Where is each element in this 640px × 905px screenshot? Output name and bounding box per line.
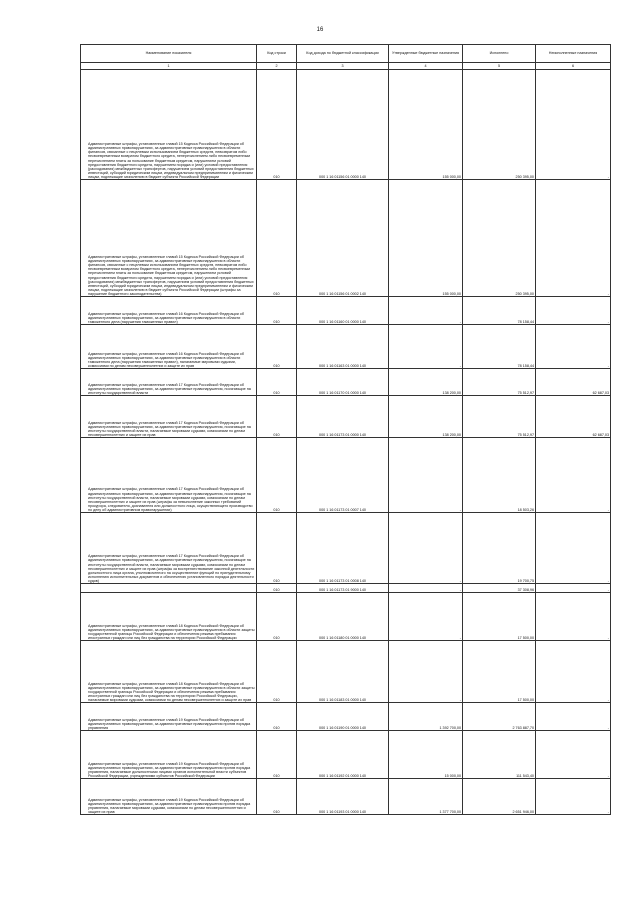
row-line-code: 010 bbox=[257, 396, 297, 438]
row-budget-code: 000 1 16 01173 01 0007 140 bbox=[297, 438, 389, 513]
row-name: Административные штрафы, установленные главой 16 Кодекса Российской Федерации об административных правонарушениях, за административные правонарушения в области таможенного дела (нарушения таможенных правил), налагаемые мировыми судьями, комиссиями по делам несовершеннолетних и защите их прав bbox=[88, 351, 244, 368]
table-row bbox=[81, 779, 611, 815]
row-executed: 250 395,00 bbox=[463, 180, 536, 297]
header-indicator-name: Наименование показателя bbox=[81, 45, 257, 63]
header-budget-code: Код дохода по бюджетной классификации bbox=[297, 45, 389, 63]
row-executed: 17 500,00 bbox=[463, 593, 536, 641]
header-executed: Исполнено bbox=[463, 45, 536, 63]
row-budget-code: 000 1 16 01156 01 0000 140 bbox=[297, 70, 389, 180]
row-remaining: - bbox=[536, 593, 611, 641]
row-line-code: 010 bbox=[257, 779, 297, 815]
row-line-code: 010 bbox=[257, 325, 297, 369]
row-line-code: 010 bbox=[257, 593, 297, 641]
table-row bbox=[81, 703, 611, 731]
row-budget-code: 000 1 16 01180 01 0000 140 bbox=[297, 593, 389, 641]
row-budget-code: 000 1 16 01160 01 0000 140 bbox=[297, 297, 389, 325]
row-executed: 17 500,00 bbox=[463, 641, 536, 703]
row-line-code: 010 bbox=[257, 703, 297, 731]
row-budget-code: 000 1 16 01183 01 0000 140 bbox=[297, 641, 389, 703]
row-approved: 138 200,00 bbox=[389, 396, 463, 438]
row-remaining: - bbox=[536, 438, 611, 513]
row-line-code: 010 bbox=[257, 731, 297, 779]
row-remaining: - bbox=[536, 70, 611, 180]
row-remaining: - bbox=[536, 779, 611, 815]
row-remaining: - bbox=[536, 584, 611, 593]
row-approved: - bbox=[389, 584, 463, 593]
row-executed: 111 543,40 bbox=[463, 731, 536, 779]
row-remaining: - bbox=[536, 703, 611, 731]
table-row bbox=[81, 297, 611, 325]
row-line-code: 010 bbox=[257, 641, 297, 703]
row-executed: 19 700,75 bbox=[463, 513, 536, 584]
row-executed: 37 308,96 bbox=[463, 584, 536, 593]
table-row bbox=[81, 513, 611, 584]
row-name: Административные штрафы, установленные главой 18 Кодекса Российской Федерации об административных правонарушениях, за административные правонарушения в области защиты государственной границы Российской Федерации и обеспечения режима пребывания иностранных граждан или лиц без гражданства на территории Российской Федерации, налагаемые мировыми судьями, комиссиями по делам несовершеннолетних и защите их прав bbox=[88, 681, 255, 702]
row-executed: 2 763 887,70 bbox=[463, 703, 536, 731]
income-report-table bbox=[80, 44, 611, 815]
row-name: Административные штрафы, установленные главой 17 Кодекса Российской Федерации об административных правонарушениях, за административные правонарушения, посягающие на институты государственной власти, налагаемые мировыми судьями, комиссиями по делам несовершеннолетних и защите их прав (штрафы за воспрепятствование законной деятельности должностного лица органа, уполномоченного на осуществление функций по принудительному исполнению исполнительных документов и обеспечению установленного порядка деятельности судов) bbox=[88, 554, 255, 583]
header-approved: Утвержденные бюджетные назначения bbox=[389, 45, 463, 63]
row-name: Административные штрафы, установленные главой 16 Кодекса Российской Федерации об административных правонарушениях, за административные правонарушения в области таможенного дела (нарушения таможенных правил) bbox=[88, 311, 244, 324]
table-row bbox=[81, 396, 611, 438]
row-approved: - bbox=[389, 593, 463, 641]
column-index: 1 bbox=[81, 63, 257, 70]
row-remaining: - bbox=[536, 641, 611, 703]
row-remaining: - bbox=[536, 731, 611, 779]
row-executed: 75 512,97 bbox=[463, 396, 536, 438]
row-name: Административные штрафы, установленные главой 18 Кодекса Российской Федерации об административных правонарушениях, за административные правонарушения в области защиты государственной границы Российской Федерации и обеспечения режима пребывания иностранных граждан или лиц без гражданства на территории Российской Федерации bbox=[88, 623, 255, 640]
table-row bbox=[81, 325, 611, 369]
row-line-code: 010 bbox=[257, 513, 297, 584]
row-budget-code: 000 1 16 01173 01 0008 140 bbox=[297, 513, 389, 584]
column-index: 4 bbox=[389, 63, 463, 70]
row-line-code: 010 bbox=[257, 70, 297, 180]
row-approved: - bbox=[389, 297, 463, 325]
header-row bbox=[81, 45, 611, 63]
table-row bbox=[81, 641, 611, 703]
table-row bbox=[81, 369, 611, 396]
row-remaining: - bbox=[536, 325, 611, 369]
row-budget-code: 000 1 16 01173 01 9000 140 bbox=[297, 584, 389, 593]
row-executed: 78 158,44 bbox=[463, 325, 536, 369]
row-budget-code: 000 1 16 01192 01 0000 140 bbox=[297, 731, 389, 779]
row-executed: 250 395,00 bbox=[463, 70, 536, 180]
row-approved: - bbox=[389, 325, 463, 369]
row-name: Административные штрафы, установленные главой 15 Кодекса Российской Федерации об административных правонарушениях, за административные правонарушения в области финансов, связанные с нецелевым использованием бюджетных средств, невозвратом либо несвоевременным возвратом бюджетного кредита, неперечислением либо несвоевременным перечислением платы за пользование бюджетным кредитом, нарушением условий предоставления бюджетного кредита, нарушением порядка и (или) условий предоставления (расходования) межбюджетных трансфертов, нарушением условий предоставления бюджетных инвестиций, субсидий юридическим лицам, индивидуальным предпринимателям и физическим лицам, подлежащие зачислению в бюджет субъекта Российской Федерации bbox=[88, 142, 254, 179]
row-approved: - bbox=[389, 513, 463, 584]
row-approved: 155 000,00 bbox=[389, 70, 463, 180]
row-executed: 2 651 946,00 bbox=[463, 779, 536, 815]
row-line-code: 010 bbox=[257, 180, 297, 297]
row-name: Административные штрафы, установленные главой 19 Кодекса Российской Федерации об административных правонарушениях, за административные правонарушения против порядка управления, налагаемые мировыми судьями, комиссиями по делам несовершеннолетних и защите их прав bbox=[88, 797, 251, 814]
row-executed: 18 503,26 bbox=[463, 438, 536, 513]
column-index: 3 bbox=[297, 63, 389, 70]
row-name: Административные штрафы, установленные главой 15 Кодекса Российской Федерации об административных правонарушениях, за административные правонарушения в области финансов, связанные с нецелевым использованием бюджетных средств, невозвратом либо несвоевременным возвратом бюджетного кредита, неперечислением либо несвоевременным перечислением платы за пользование бюджетным кредитом, нарушением условий предоставления бюджетного кредита, нарушением порядка и (или) условий предоставления (расходования) межбюджетных трансфертов, нарушением условий предоставления бюджетных инвестиций, субсидий юридическим лицам, индивидуальным предпринимателям и физическим лицам, подлежащие зачислению в бюджет субъекта Российской Федерации (штрафы за нарушение бюджетного законодательства) bbox=[88, 255, 254, 296]
row-line-code: 010 bbox=[257, 438, 297, 513]
row-approved: 155 000,00 bbox=[389, 180, 463, 297]
table-row bbox=[81, 180, 611, 297]
column-index: 5 bbox=[463, 63, 536, 70]
row-remaining: - bbox=[536, 180, 611, 297]
header-line-code: Код строки bbox=[257, 45, 297, 63]
row-budget-code: 000 1 16 01156 01 0002 140 bbox=[297, 180, 389, 297]
row-budget-code: 000 1 16 01173 01 0000 140 bbox=[297, 396, 389, 438]
row-name: Административные штрафы, установленные главой 19 Кодекса Российской Федерации об административных правонарушениях, за административные правонарушения против порядка управления, налагаемые должностными лицами органов исполнительной власти субъектов Российской Федерации, учреждениями субъектов Российской Федерации bbox=[88, 761, 251, 778]
table-row bbox=[81, 70, 611, 180]
column-index-row bbox=[81, 63, 611, 70]
row-name: Административные штрафы, установленные главой 17 Кодекса Российской Федерации об административных правонарушениях, за административные правонарушения, посягающие на институты государственной власти, налагаемые мировыми судьями, комиссиями по делам несовершеннолетних и защите их прав (штрафы за невыполнение законных требований прокурора, следователя, дознавателя или должностного лица, осуществляющего производство по делу об административном правонарушении) bbox=[88, 487, 253, 512]
row-name: Административные штрафы, установленные главой 17 Кодекса Российской Федерации об административных правонарушениях, за административные правонарушения, посягающие на институты государственной власти bbox=[88, 382, 251, 395]
row-approved: - bbox=[389, 641, 463, 703]
row-approved: 15 000,00 bbox=[389, 731, 463, 779]
row-executed: 78 158,44 bbox=[463, 297, 536, 325]
row-budget-code: 000 1 16 01163 01 0000 140 bbox=[297, 325, 389, 369]
row-remaining: 62 687,03 bbox=[536, 369, 611, 396]
table-row bbox=[81, 584, 611, 593]
row-line-code: 010 bbox=[257, 297, 297, 325]
row-line-code: 010 bbox=[257, 584, 297, 593]
row-approved: 138 200,00 bbox=[389, 369, 463, 396]
row-name: Административные штрафы, установленные главой 17 Кодекса Российской Федерации об административных правонарушениях, за административные правонарушения, посягающие на институты государственной власти, налагаемые мировыми судьями, комиссиями по делам несовершеннолетних и защите их прав bbox=[88, 420, 251, 437]
row-line-code: 010 bbox=[257, 369, 297, 396]
row-budget-code: 000 1 16 01193 01 0000 140 bbox=[297, 779, 389, 815]
row-approved: - bbox=[389, 438, 463, 513]
row-approved: 1 392 700,00 bbox=[389, 703, 463, 731]
column-index: 2 bbox=[257, 63, 297, 70]
row-remaining: 62 687,03 bbox=[536, 396, 611, 438]
table-row bbox=[81, 593, 611, 641]
table-row bbox=[81, 731, 611, 779]
row-executed: 75 512,97 bbox=[463, 369, 536, 396]
header-remaining: Неисполненные назначения bbox=[536, 45, 611, 63]
row-remaining: - bbox=[536, 297, 611, 325]
column-index: 6 bbox=[536, 63, 611, 70]
page-number: 16 bbox=[316, 27, 324, 33]
row-remaining: - bbox=[536, 513, 611, 584]
row-budget-code: 000 1 16 01170 01 0000 140 bbox=[297, 369, 389, 396]
row-name: Административные штрафы, установленные главой 19 Кодекса Российской Федерации об административных правонарушениях, за административные правонарушения против порядка управления bbox=[88, 717, 251, 730]
table-row bbox=[81, 438, 611, 513]
row-approved: 1 377 700,00 bbox=[389, 779, 463, 815]
row-budget-code: 000 1 16 01190 01 0000 140 bbox=[297, 703, 389, 731]
